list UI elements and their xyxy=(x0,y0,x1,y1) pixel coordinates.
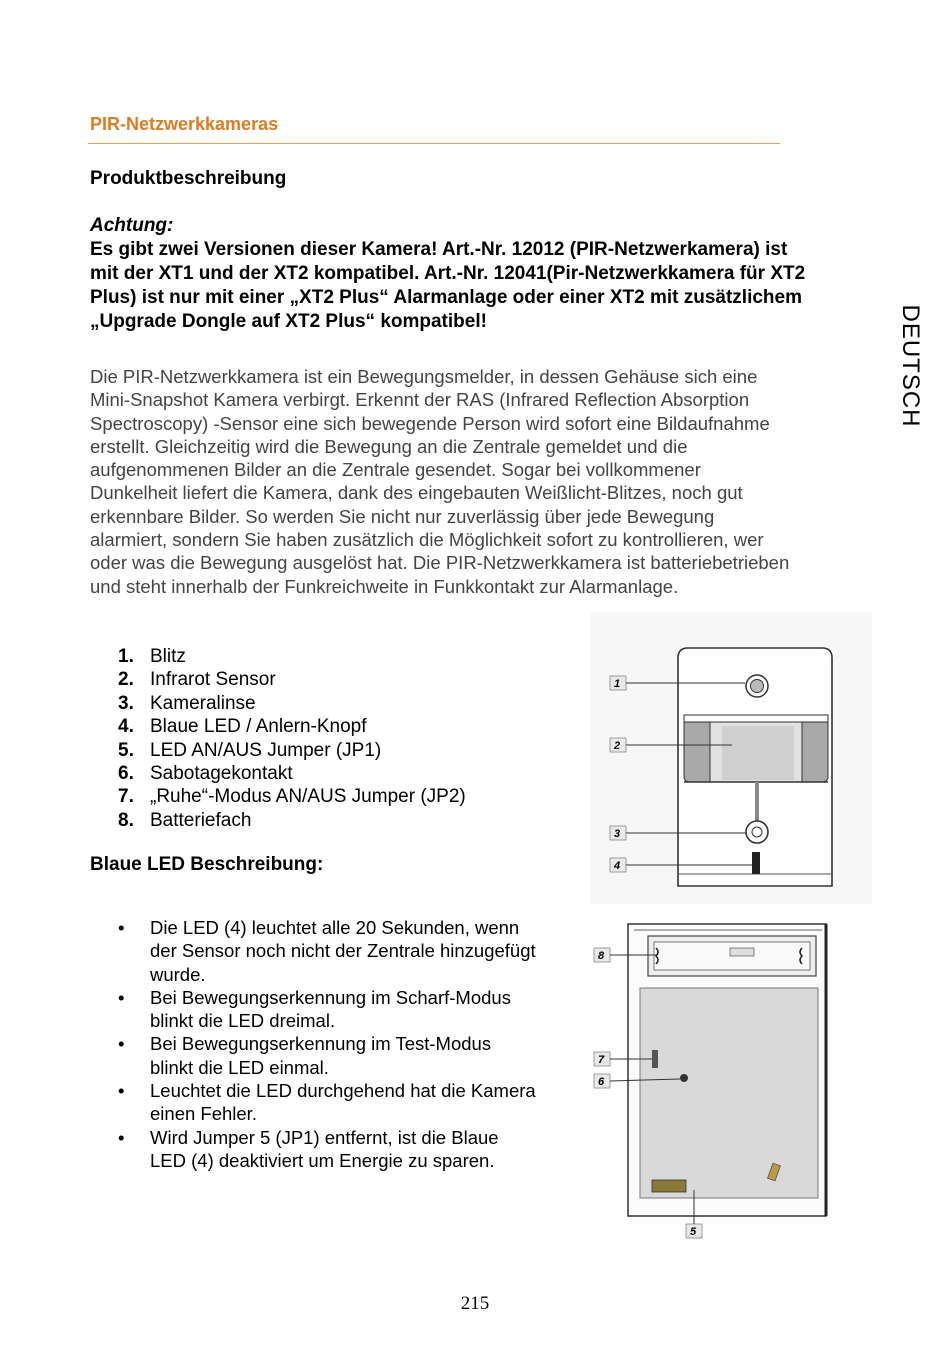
description-line: oder was die Bewegung ausgelöst hat. Die PIR-Netzwerkkamera ist batteriebetrieben xyxy=(90,552,790,574)
description-line: alarmiert, sondern Sie haben zusätzlich die Möglichkeit sofort zu kontrollieren, wer xyxy=(90,529,764,551)
parts-list xyxy=(118,645,466,832)
notice-line: Es gibt zwei Versionen dieser Kamera! Art.-Nr. 12012 (PIR-Netzwerkamera) ist xyxy=(90,239,788,260)
led-bullet-list xyxy=(118,916,536,1172)
camera-front-figure xyxy=(590,612,872,904)
notice-line: Plus) ist nur mit einer „XT2 Plus“ Alarmanlage oder einer XT2 mit zusätzlichem xyxy=(90,287,802,308)
description-line: aufgenommenen Bilder an die Zentrale gesendet. Sogar bei vollkommener xyxy=(90,459,701,481)
list-number: 1. xyxy=(118,646,134,667)
callout-label: 7 xyxy=(598,1054,605,1066)
section-title: PIR-Netzwerkkameras xyxy=(90,114,279,134)
list-label: Sabotagekontakt xyxy=(150,763,293,785)
description-line: erstellt. Gleichzeitig wird die Bewegung an die Zentrale gemeldet und die xyxy=(90,435,688,457)
page-number: 215 xyxy=(460,1293,490,1314)
cover-plate xyxy=(640,988,818,1198)
infrared-sensor-icon xyxy=(684,715,828,782)
language-side-label-text: DEUTSCH xyxy=(897,304,924,428)
callout-label: 5 xyxy=(690,1226,697,1238)
description-line: erkennbare Bilder. So werden Sie nicht nur zuverlässig über jede Bewegung xyxy=(90,505,715,527)
notice-label: Achtung: xyxy=(90,215,174,236)
list-label: LED AN/AUS Jumper (JP1) xyxy=(150,739,382,761)
bullet-icon: • xyxy=(118,986,125,1008)
bullet-icon: • xyxy=(118,1126,125,1148)
list-label: Kameralinse xyxy=(150,692,256,714)
list-number: 8. xyxy=(118,809,134,831)
list-item xyxy=(118,809,466,832)
list-item xyxy=(118,739,466,762)
language-side-label xyxy=(880,296,940,436)
description-line: Mini-Snapshot Kamera verbirgt. Erkennt der RAS (Infrared Reflection Absorption xyxy=(90,389,750,411)
list-item xyxy=(118,785,466,808)
callout-label: 1 xyxy=(614,678,621,690)
description-line: und steht innerhalb der Funkreichweite in Funkkontakt zur Alarmanlage. xyxy=(90,575,679,597)
callout-label: 8 xyxy=(598,950,605,962)
notice-line: mit der XT1 und der XT2 kompatibel. Art.-Nr. 12041(Pir-Netzwerkkamera für XT2 xyxy=(90,263,806,284)
callout-label: 2 xyxy=(614,740,621,752)
list-number: 6. xyxy=(118,763,134,785)
list-item xyxy=(118,668,466,691)
callout-label: 6 xyxy=(598,1076,605,1088)
list-item xyxy=(118,1032,536,1079)
flash-icon xyxy=(746,675,768,697)
bullet-line: Wird Jumper 5 (JP1) entfernt, ist die Blaue xyxy=(150,1126,499,1148)
list-item xyxy=(118,715,466,738)
notice-line: „Upgrade Dongle auf XT2 Plus“ kompatibel! xyxy=(90,311,487,332)
battery-compartment-icon xyxy=(648,936,816,976)
bullet-line: blinkt die LED dreimal. xyxy=(150,1010,336,1032)
list-label: Infrarot Sensor xyxy=(150,669,276,691)
list-item xyxy=(118,762,466,785)
led-description-heading: Blaue LED Beschreibung: xyxy=(90,854,324,875)
list-item xyxy=(118,1079,536,1126)
bullet-line: einen Fehler. xyxy=(150,1103,257,1125)
list-item xyxy=(118,986,536,1033)
blue-led-icon xyxy=(752,852,760,874)
product-description-heading: Produktbeschreibung xyxy=(90,168,287,189)
list-label: Blaue LED / Anlern-Knopf xyxy=(150,716,367,738)
camera-back-figure xyxy=(590,918,840,1246)
bullet-icon: • xyxy=(118,1080,125,1102)
bullet-line: Bei Bewegungserkennung im Test-Modus xyxy=(150,1033,492,1055)
bullet-line: blinkt die LED einmal. xyxy=(150,1056,329,1078)
description-line: Dunkelheit liefert die Kamera, dank des eingebauten Weißlicht-Blitzes, noch gut xyxy=(90,482,743,504)
list-label: Batteriefach xyxy=(150,809,252,831)
rest-mode-jumper-icon xyxy=(652,1050,658,1068)
bullet-icon: • xyxy=(118,1033,125,1055)
list-number: 5. xyxy=(118,739,134,761)
description-line: Die PIR-Netzwerkkamera ist ein Bewegungsmelder, in dessen Gehäuse sich eine xyxy=(90,366,758,387)
callout-label: 4 xyxy=(614,860,621,872)
list-item xyxy=(118,645,466,668)
list-item xyxy=(118,692,466,715)
tamper-switch-icon xyxy=(680,1074,688,1082)
list-label: „Ruhe“-Modus AN/AUS Jumper (JP2) xyxy=(150,786,466,808)
list-number: 3. xyxy=(118,692,134,714)
camera-lens-icon xyxy=(746,821,768,843)
bullet-line: Bei Bewegungserkennung im Scharf-Modus xyxy=(150,986,511,1008)
list-number: 4. xyxy=(118,716,134,738)
bullet-line: Leuchtet die LED durchgehend hat die Kamera xyxy=(150,1080,536,1102)
list-item xyxy=(118,1126,536,1173)
bullet-line: der Sensor noch nicht der Zentrale hinzugefügt xyxy=(150,940,536,962)
bullet-line: Die LED (4) leuchtet alle 20 Sekunden, wenn xyxy=(150,917,520,938)
description-line: Spectroscopy) -Sensor eine sich bewegende Person wird sofort eine Bildaufnahme xyxy=(90,412,770,434)
sensor-slot xyxy=(755,782,759,826)
list-number: 2. xyxy=(118,669,134,691)
description-paragraph xyxy=(90,365,870,598)
list-item xyxy=(118,916,536,986)
callout-label: 3 xyxy=(614,828,621,840)
bullet-line: wurde. xyxy=(150,963,206,985)
bullet-icon: • xyxy=(118,917,125,938)
list-label: Blitz xyxy=(150,646,186,667)
section-divider xyxy=(88,143,780,144)
notice-block xyxy=(90,214,870,334)
bullet-line: LED (4) deaktiviert um Energie zu sparen. xyxy=(150,1149,495,1171)
led-jumper-icon xyxy=(652,1180,686,1192)
list-number: 7. xyxy=(118,786,134,808)
